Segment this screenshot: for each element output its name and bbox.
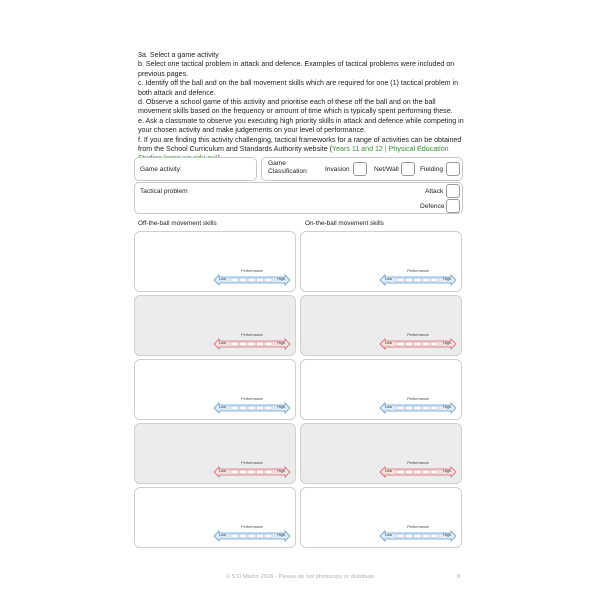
scale-segment[interactable] [257, 342, 264, 346]
scale-segment[interactable] [406, 470, 413, 474]
performance-scale[interactable] [213, 269, 291, 287]
scale-segment[interactable] [231, 342, 238, 346]
on-ball-skill-card[interactable] [300, 295, 462, 356]
instruction-d: d. Observe a school game of this activity and prioritise each of these off the ball and on the ball movement skills based on the frequency or amount of time which is typically spent performing these. [138, 98, 453, 116]
netwall-checkbox[interactable] [401, 162, 415, 176]
scale-low-label: Low [385, 277, 392, 282]
scale-segment[interactable] [423, 406, 430, 410]
instruction-f-text: f. If you are finding this activity challenging, tactical frameworks for a range of activities can be obtained from the School Curriculum and Standards Authority website ( [138, 135, 462, 154]
on-ball-skill-card[interactable] [300, 423, 462, 484]
attack-label: Attack [425, 188, 444, 195]
off-ball-heading: Off-the-ball movement skills [138, 220, 217, 227]
scale-segment[interactable] [431, 470, 438, 474]
scale-segment[interactable] [423, 534, 430, 538]
scale-segment[interactable] [248, 278, 255, 282]
on-ball-skill-card[interactable] [300, 487, 462, 548]
scale-low-label: Low [219, 277, 226, 282]
off-ball-skill-card[interactable] [134, 295, 296, 356]
performance-scale[interactable] [379, 397, 457, 415]
game-activity-box[interactable] [134, 157, 257, 181]
option-netwall-label: Net/Wall [374, 166, 399, 173]
scale-segment[interactable] [257, 278, 264, 282]
scale-segment[interactable] [414, 278, 421, 282]
game-classification-box [261, 157, 463, 181]
performance-scale[interactable] [379, 333, 457, 351]
scale-segment[interactable] [240, 534, 247, 538]
scsa-link[interactable]: Years 11 and 12 | Physical Education [332, 145, 449, 154]
on-ball-skill-card[interactable] [300, 231, 462, 292]
fielding-checkbox[interactable] [446, 162, 460, 176]
scale-low-label: Low [219, 469, 226, 474]
scale-segment[interactable] [423, 278, 430, 282]
on-ball-skill-card[interactable] [300, 359, 462, 420]
scale-high-label: High [443, 341, 451, 346]
page-number: 8 [457, 574, 461, 580]
scale-segment[interactable] [257, 534, 264, 538]
scale-high-label: High [277, 277, 285, 282]
performance-label: Performance [241, 397, 263, 401]
instruction-b: b. Select one tactical problem in attack and defence. Examples of tactical problems were included on previous pages. [138, 60, 455, 78]
off-ball-skill-card[interactable] [134, 359, 296, 420]
scale-segment[interactable] [240, 406, 247, 410]
option-fielding-label: Fielding [420, 166, 444, 173]
scale-low-label: Low [385, 469, 392, 474]
scale-low-label: Low [385, 405, 392, 410]
scale-segment[interactable] [423, 470, 430, 474]
scale-segment[interactable] [431, 534, 438, 538]
scale-segment[interactable] [240, 470, 247, 474]
scale-segment[interactable] [257, 470, 264, 474]
scale-high-label: High [277, 405, 285, 410]
instruction-e: e. Ask a classmate to observe you executing high priority skills in attack and defence while competing in your chosen activity and make judgements on your level of performance. [138, 116, 464, 135]
scale-segment[interactable] [265, 534, 272, 538]
off-ball-skill-card[interactable] [134, 423, 296, 484]
scale-segment[interactable] [397, 534, 404, 538]
performance-scale[interactable] [213, 461, 291, 479]
scale-low-label: Low [385, 341, 392, 346]
scale-high-label: High [277, 533, 285, 538]
performance-label: Performance [407, 269, 429, 273]
scale-segment[interactable] [406, 534, 413, 538]
scale-segment[interactable] [397, 278, 404, 282]
tactical-problem-label: Tactical problem [140, 188, 188, 195]
scale-segment[interactable] [423, 342, 430, 346]
scale-segment[interactable] [431, 406, 438, 410]
scale-segment[interactable] [414, 534, 421, 538]
attack-checkbox[interactable] [446, 184, 460, 198]
scale-segment[interactable] [397, 406, 404, 410]
scale-segment[interactable] [431, 342, 438, 346]
instructions [138, 51, 468, 164]
footer-copyright: © S D Martin 2026 - Please do not photocopy or distribute [225, 574, 375, 580]
scale-segment[interactable] [406, 278, 413, 282]
scale-segment[interactable] [414, 470, 421, 474]
scale-segment[interactable] [231, 534, 238, 538]
scale-segment[interactable] [248, 534, 255, 538]
off-ball-skill-card[interactable] [134, 231, 296, 292]
performance-scale[interactable] [213, 333, 291, 351]
scale-high-label: High [443, 405, 451, 410]
performance-label: Performance [241, 461, 263, 465]
scale-segment[interactable] [231, 406, 238, 410]
scale-segment[interactable] [397, 342, 404, 346]
performance-label: Performance [407, 333, 429, 337]
performance-scale[interactable] [213, 525, 291, 543]
performance-scale[interactable] [379, 525, 457, 543]
scale-segment[interactable] [431, 278, 438, 282]
scale-segment[interactable] [257, 406, 264, 410]
performance-scale[interactable] [379, 461, 457, 479]
scale-low-label: Low [219, 341, 226, 346]
invasion-checkbox[interactable] [353, 162, 367, 176]
performance-label: Performance [241, 525, 263, 529]
scale-segment[interactable] [414, 406, 421, 410]
scale-high-label: High [277, 469, 285, 474]
off-ball-skill-card[interactable] [134, 487, 296, 548]
scale-high-label: High [443, 469, 451, 474]
performance-label: Performance [407, 525, 429, 529]
scale-segment[interactable] [414, 342, 421, 346]
scale-low-label: Low [385, 533, 392, 538]
scale-segment[interactable] [248, 342, 255, 346]
scale-segment[interactable] [240, 278, 247, 282]
performance-scale[interactable] [213, 397, 291, 415]
scale-segment[interactable] [406, 406, 413, 410]
scale-high-label: High [443, 533, 451, 538]
game-classification-label: Game Classification [268, 160, 307, 175]
scale-high-label: High [277, 341, 285, 346]
scale-segment[interactable] [265, 342, 272, 346]
instruction-c: c. Identify off the ball and on the ball movement skills which are required for one (1) tactical problem in both attack and defence. [138, 79, 459, 97]
game-activity-label: Game activity: [140, 166, 182, 173]
scale-segment[interactable] [406, 342, 413, 346]
scale-segment[interactable] [231, 278, 238, 282]
performance-scale[interactable] [379, 269, 457, 287]
performance-label: Performance [241, 333, 263, 337]
option-invasion-label: Invasion [325, 166, 350, 173]
scale-segment[interactable] [265, 406, 272, 410]
tactical-problem-box[interactable] [134, 182, 463, 214]
scale-low-label: Low [219, 405, 226, 410]
scale-segment[interactable] [265, 278, 272, 282]
performance-label: Performance [241, 269, 263, 273]
scale-segment[interactable] [248, 470, 255, 474]
scale-segment[interactable] [240, 342, 247, 346]
defence-label: Defence [420, 203, 445, 210]
scale-segment[interactable] [397, 470, 404, 474]
performance-label: Performance [407, 397, 429, 401]
defence-checkbox[interactable] [446, 199, 460, 213]
on-ball-heading: On-the-ball movement skills [305, 220, 384, 227]
scale-segment[interactable] [248, 406, 255, 410]
scale-segment[interactable] [231, 470, 238, 474]
scale-high-label: High [443, 277, 451, 282]
scale-segment[interactable] [265, 470, 272, 474]
performance-label: Performance [407, 461, 429, 465]
scale-low-label: Low [219, 533, 226, 538]
instruction-a: 3a. Select a game activity [138, 51, 219, 59]
